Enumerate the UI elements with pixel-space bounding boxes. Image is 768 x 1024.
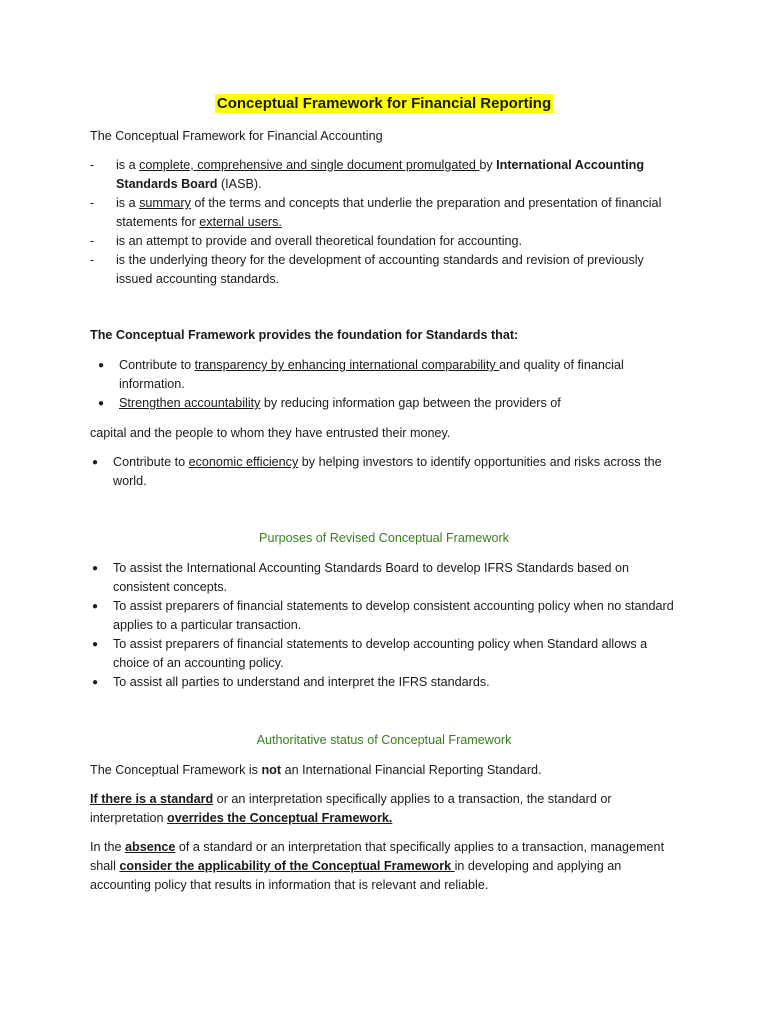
intro-text: The Conceptual Framework for Financial Accounting xyxy=(90,129,383,143)
foundation-heading: The Conceptual Framework provides the foundation for Standards that: xyxy=(90,328,519,342)
list-item: ● Contribute to transparency by enhancing international comparability and quality of financial information. xyxy=(98,358,624,391)
foundation-list xyxy=(96,356,656,413)
list-item: ● Contribute to economic efficiency by helping investors to identify opportunities and risks across the world. xyxy=(92,455,662,488)
document-title: Conceptual Framework for Financial Reporting xyxy=(216,95,552,112)
list-item: - is a summary of the terms and concepts that underlie the preparation and presentation of financial statements for external users. xyxy=(90,196,662,229)
list-item: ● To assist all parties to understand and interpret the IFRS standards. xyxy=(92,675,490,689)
definition-list xyxy=(90,156,680,289)
purposes-heading: Purposes of Revised Conceptual Framework xyxy=(259,531,509,545)
list-item: ● To assist preparers of financial statements to develop accounting policy when Standard allows a choice of an accounting policy. xyxy=(92,637,648,670)
purposes-list xyxy=(90,559,680,692)
foundation-continuation: capital and the people to whom they have entrusted their money. xyxy=(90,426,451,440)
auth-paragraph-3: In the absence of a standard or an interpretation that specifically applies to a transaction, management shall consider the applicability of the Conceptual Framework in developing and applying an accounting policy that results in information that is relevant and reliable. xyxy=(90,840,665,892)
list-item: ● Strengthen accountability by reducing information gap between the providers of xyxy=(98,396,561,410)
list-item: ● To assist preparers of financial statements to develop consistent accounting policy when no standard applies to a particular transaction. xyxy=(92,599,674,632)
list-item: - is an attempt to provide and overall theoretical foundation for accounting. xyxy=(90,234,523,248)
list-item: - is a complete, comprehensive and single document promulgated by International Accounting Standards Board (IASB). xyxy=(90,158,645,191)
auth-paragraph-2: If there is a standard or an interpretation specifically applies to a transaction, the standard or interpretation overrides the Conceptual Framework. xyxy=(90,792,612,825)
list-item: - is the underlying theory for the development of accounting standards and revision of previously issued accounting standards. xyxy=(90,253,644,286)
list-item: ● To assist the International Accounting Standards Board to develop IFRS Standards based on consistent concepts. xyxy=(92,561,629,594)
foundation-list-continued xyxy=(90,453,680,491)
authoritative-heading: Authoritative status of Conceptual Framework xyxy=(256,733,512,747)
auth-paragraph-1: The Conceptual Framework is not an International Financial Reporting Standard. xyxy=(90,763,542,777)
